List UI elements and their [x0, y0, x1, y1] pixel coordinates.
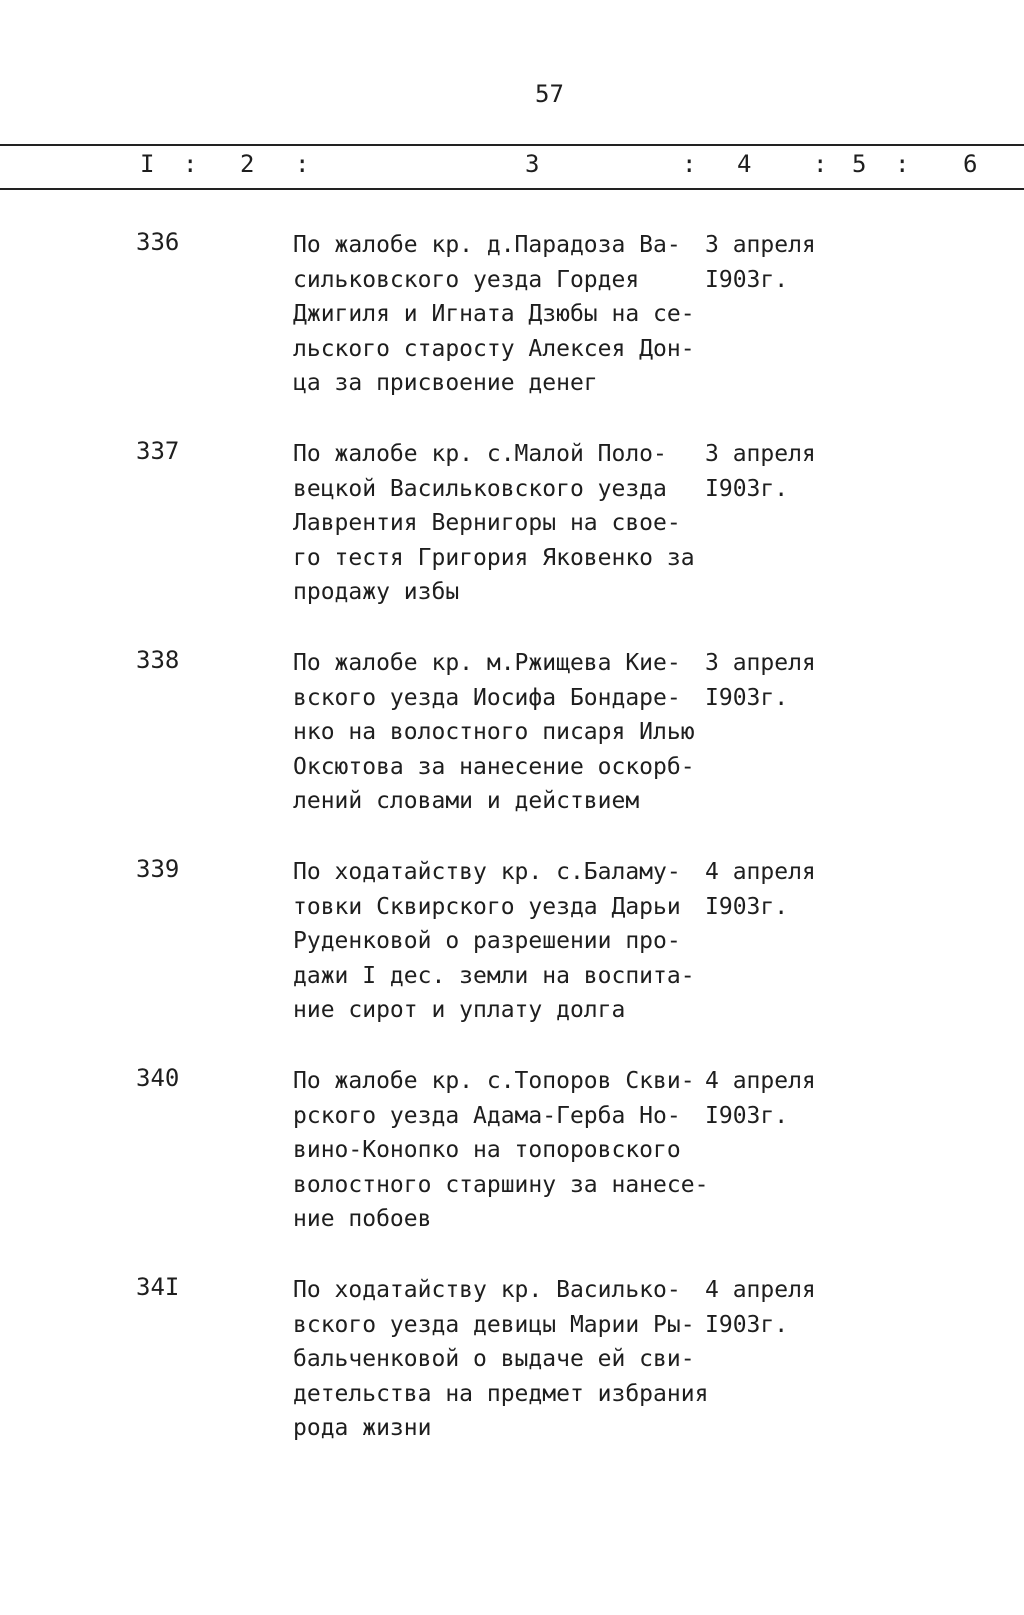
date-line: I903г. [705, 684, 789, 711]
date-line: 4 апреля [705, 859, 816, 885]
description-line: рского уезда Адама-Герба Но- [293, 1102, 681, 1129]
description-line: Лаврентия Вернигоры на свое- [293, 510, 681, 537]
description-line: нко на волостного писаря Илью [293, 719, 695, 746]
description-line: сильковского уезда Гордея [293, 266, 640, 293]
description-line: ние побоев [293, 1206, 432, 1233]
description-line: бальченковой о выдаче ей сви- [293, 1346, 695, 1373]
description-line: рода жизни [293, 1415, 432, 1442]
description-line: детельства на предмет избрания [293, 1380, 709, 1407]
column-separator: : [895, 150, 910, 178]
description-line: По ходатайству кр. с.Баламу- [293, 859, 681, 885]
entry-description [293, 646, 695, 819]
description-line: ние сирот и уплату долга [293, 997, 626, 1024]
description-line: вского уезда девицы Марии Ры- [293, 1311, 695, 1338]
description-line: По ходатайству кр. Василько- [293, 1277, 681, 1303]
date-line: 4 апреля [705, 1068, 816, 1094]
description-line: вского уезда Иосифа Бондаре- [293, 684, 681, 711]
description-line: го тестя Григория Яковенко за [293, 544, 695, 571]
description-line: Руденковой о разрешении про- [293, 928, 681, 955]
entry-description [293, 1273, 708, 1446]
description-line: продажу избы [293, 579, 460, 606]
date-line: I903г. [705, 266, 789, 293]
description-line: По жалобе кр. м.Ржищева Кие- [293, 650, 681, 676]
column-header-5: 5 [852, 150, 867, 178]
description-line: льского старосту Алексея Дон- [293, 335, 695, 362]
description-line: вино-Конопко на топоровского [293, 1137, 681, 1164]
description-line: По жалобе кр. д.Парадоза Ва- [293, 232, 681, 258]
description-line: По жалобе кр. с.Топоров Скви- [293, 1068, 695, 1094]
description-line: По жалобе кр. с.Малой Поло- [293, 441, 667, 467]
page-number: 57 [535, 80, 564, 108]
description-line: товки Сквирского уезда Дарьи [293, 893, 681, 920]
column-header-6: 6 [963, 150, 978, 178]
description-line: Джигиля и Игната Дзюбы на се- [293, 301, 695, 328]
date-line: 4 апреля [705, 1277, 816, 1303]
column-separator: : [183, 150, 198, 178]
entry-number: 338 [136, 646, 180, 674]
entry-number: 34I [136, 1273, 180, 1301]
table-header-top-rule [0, 144, 1024, 146]
description-line: дажи I дес. земли на воспита- [293, 962, 695, 989]
entry-description [293, 1064, 708, 1237]
description-line: ца за присвоение денег [293, 370, 598, 397]
description-line: вецкой Васильковского уезда [293, 475, 667, 502]
entry-date [705, 437, 816, 506]
date-line: I903г. [705, 475, 789, 502]
entry-date [705, 646, 816, 715]
column-header-2: 2 [240, 150, 255, 178]
description-line: волостного старшину за нанесе- [293, 1171, 709, 1198]
column-header-4: 4 [737, 150, 752, 178]
entry-date [705, 1273, 816, 1342]
date-line: I903г. [705, 1311, 789, 1338]
date-line: I903г. [705, 1102, 789, 1129]
entry-date [705, 1064, 816, 1133]
entry-date [705, 228, 816, 297]
column-separator: : [813, 150, 828, 178]
entry-date [705, 855, 816, 924]
entry-number: 340 [136, 1064, 180, 1092]
table-header-bottom-rule [0, 188, 1024, 190]
entry-number: 339 [136, 855, 180, 883]
column-separator: : [682, 150, 697, 178]
entry-description [293, 437, 695, 610]
description-line: лений словами и действием [293, 788, 640, 815]
entry-number: 336 [136, 228, 180, 256]
column-separator: : [295, 150, 310, 178]
column-header-3: 3 [525, 150, 540, 178]
date-line: 3 апреля [705, 650, 816, 676]
column-header-1: I [140, 150, 155, 178]
entry-description [293, 855, 695, 1028]
date-line: 3 апреля [705, 232, 816, 258]
date-line: 3 апреля [705, 441, 816, 467]
entry-number: 337 [136, 437, 180, 465]
date-line: I903г. [705, 893, 789, 920]
entry-description [293, 228, 695, 401]
description-line: Оксютова за нанесение оскорб- [293, 753, 695, 780]
